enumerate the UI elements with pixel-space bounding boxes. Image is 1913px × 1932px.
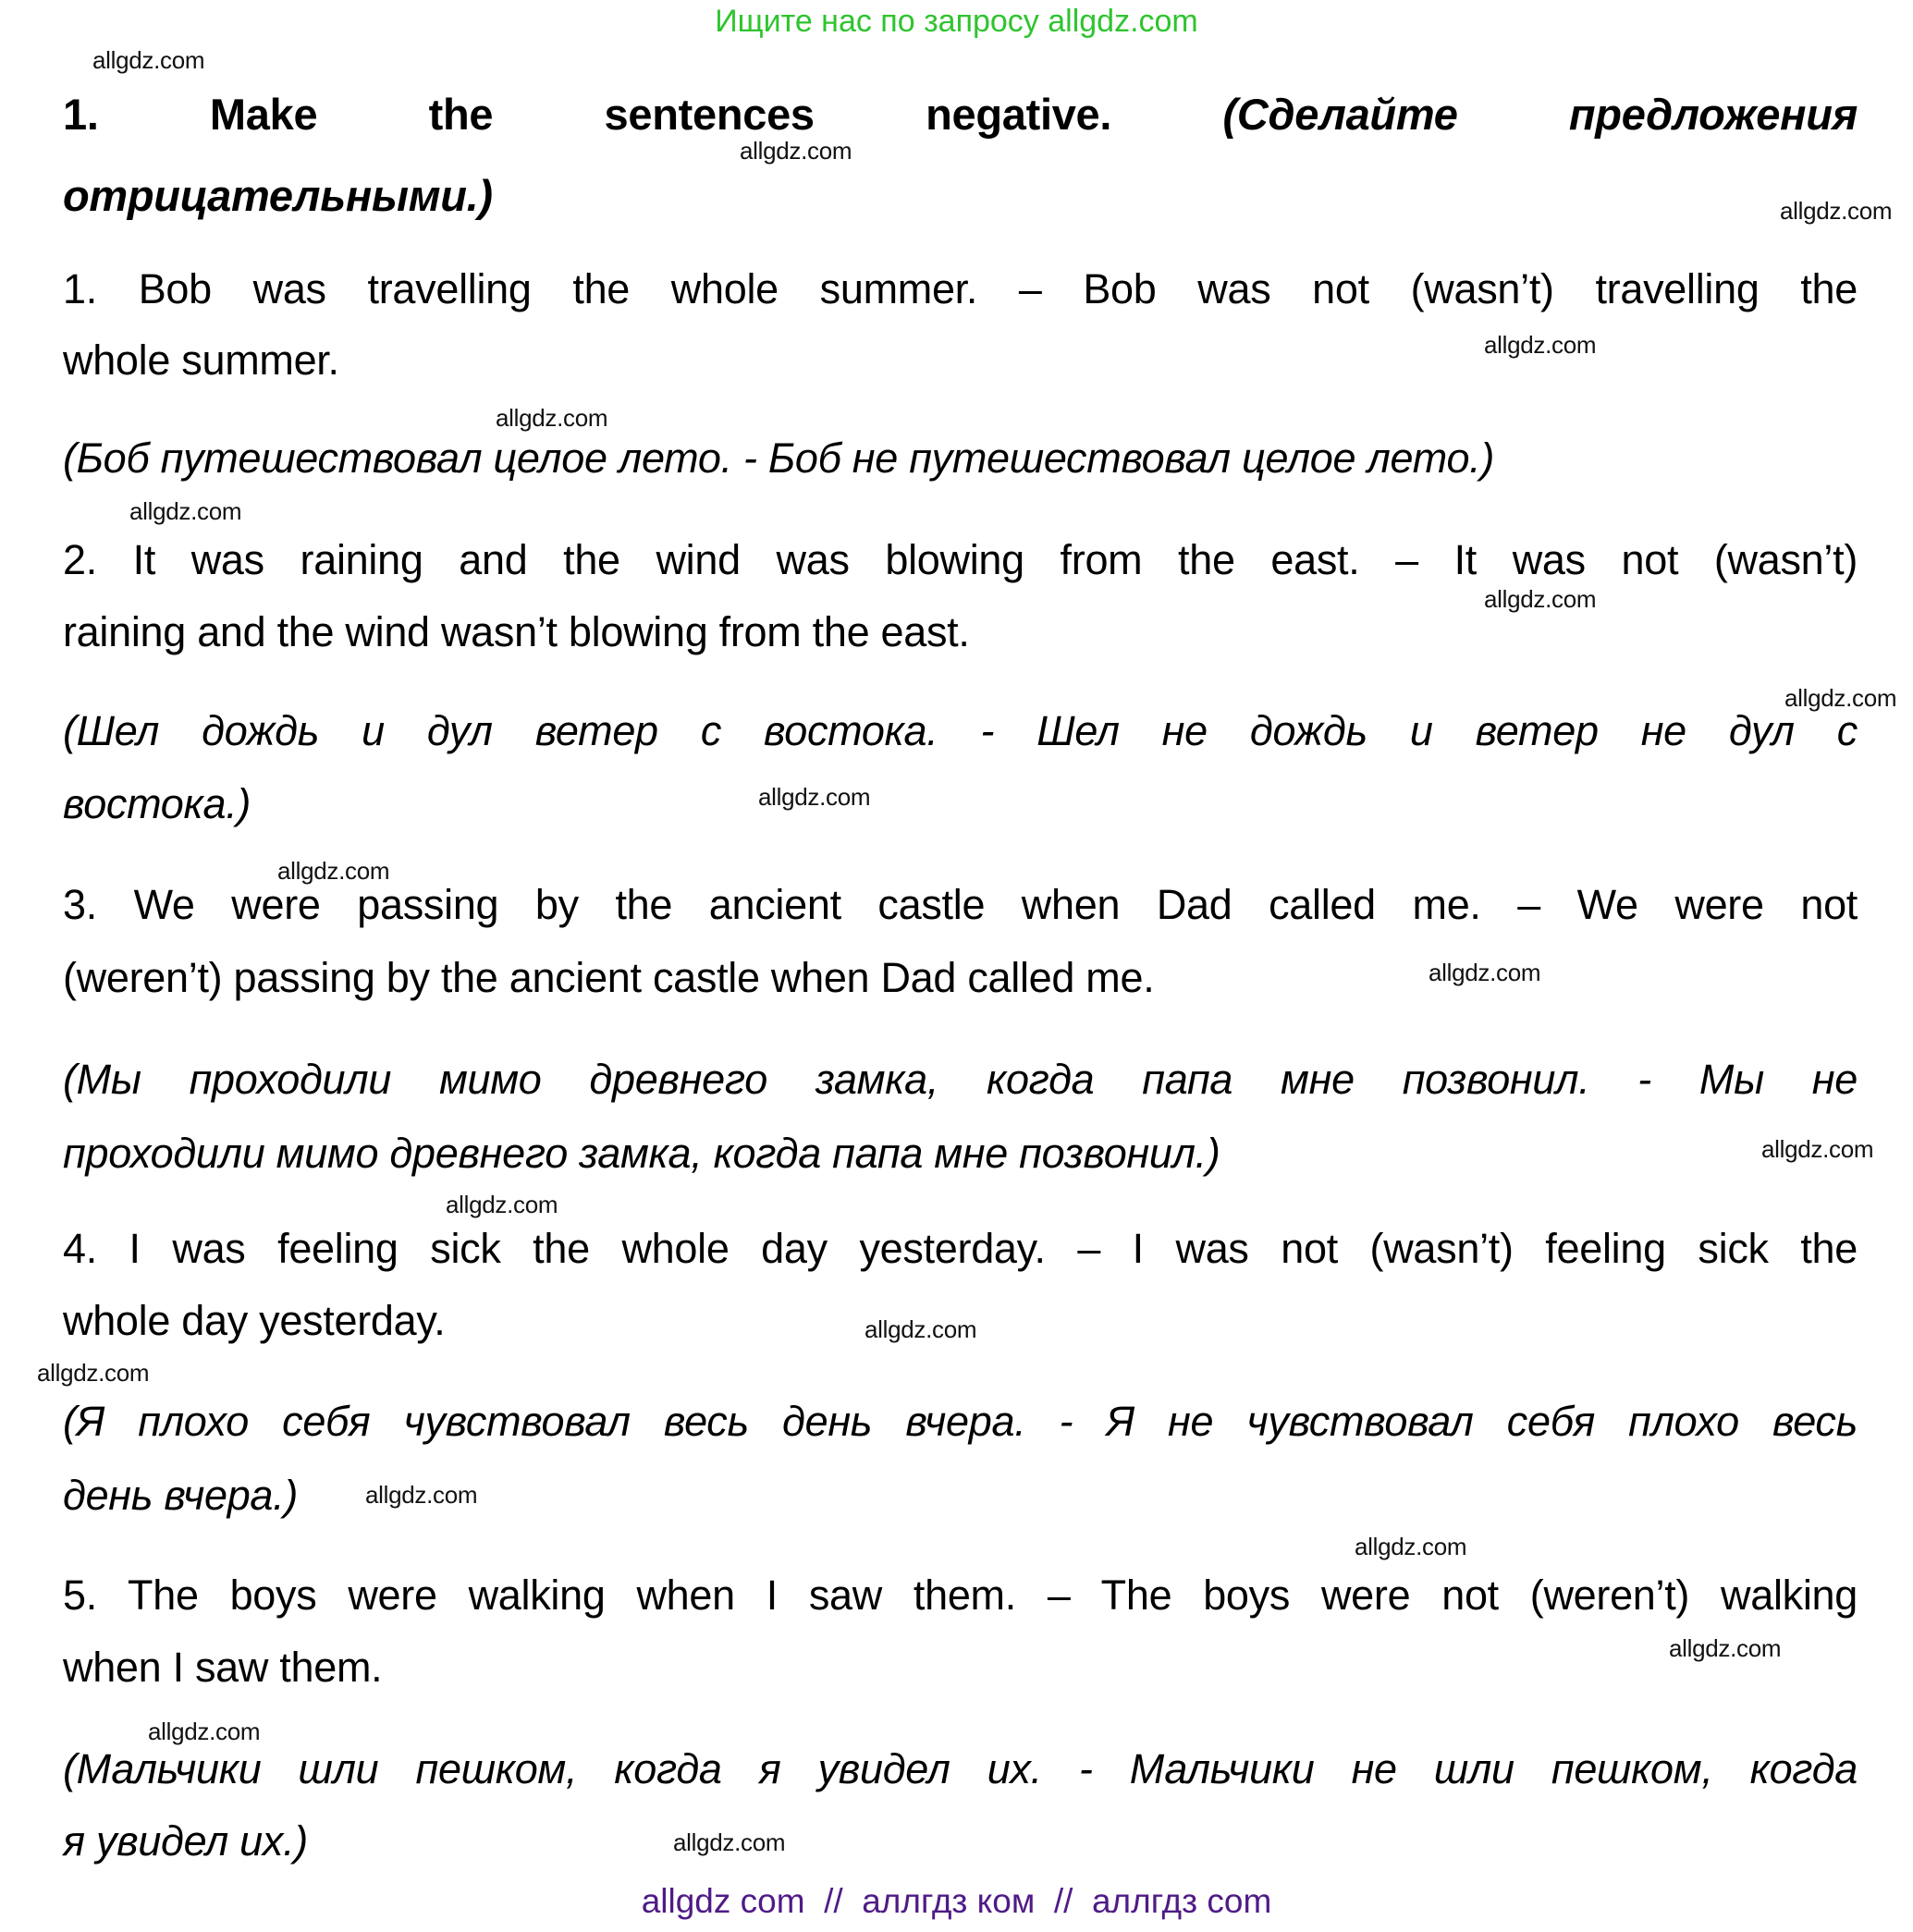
watermark: allgdz.com [1784, 684, 1897, 712]
watermark: allgdz.com [740, 137, 852, 165]
translation-ru-line: проходили мимо древнего замка, когда папа мне позвонил.) [63, 1130, 1220, 1177]
answer-en-line: 2. It was raining and the wind was blowing from the east. – It was not (wasn’t) [63, 536, 1858, 583]
watermark: allgdz.com [1669, 1634, 1782, 1662]
answer-en-line: whole summer. [63, 336, 339, 384]
watermark: allgdz.com [148, 1718, 261, 1745]
exercise-title-en: 1. Make the sentences negative. [63, 90, 1112, 139]
translation-ru-line: я увидел их.) [63, 1817, 308, 1865]
watermark: allgdz.com [1484, 585, 1597, 613]
translation-ru-line: (Шел дождь и дул ветер с востока. - Шел не дождь и ветер не дул с [63, 707, 1858, 754]
promo-banner: Ищите нас по запросу allgdz.com [715, 4, 1198, 39]
watermark: allgdz.com [1761, 1135, 1874, 1163]
answer-en-line: 1. Bob was travelling the whole summer. – Bob was not (wasn’t) travelling the [63, 265, 1858, 312]
watermark: allgdz.com [129, 497, 242, 525]
answer-en-line: whole day yesterday. [63, 1297, 446, 1344]
translation-ru-line: (Мальчики шли пешком, когда я увидел их. - Мальчики не шли пешком, когда [63, 1745, 1858, 1792]
watermark: allgdz.com [92, 46, 205, 74]
translation-ru-line: востока.) [63, 780, 251, 827]
answer-en-line: 4. I was feeling sick the whole day yesterday. – I was not (wasn’t) feeling sick the [63, 1225, 1858, 1272]
answer-en-line: when I saw them. [63, 1644, 383, 1691]
translation-ru-line: (Боб путешествовал целое лето. - Боб не путешествовал целое лето.) [63, 434, 1495, 482]
watermark: allgdz.com [758, 783, 871, 811]
watermark: allgdz.com [1355, 1533, 1467, 1560]
exercise-title-line1 [63, 88, 1858, 142]
translation-ru-line: день вчера.) [63, 1472, 299, 1519]
watermark: allgdz.com [865, 1315, 977, 1343]
answer-en-line: 3. We were passing by the ancient castle when Dad called me. – We were not [63, 881, 1858, 928]
translation-ru-line: (Я плохо себя чувствовал весь день вчера. - Я не чувствовал себя плохо весь [63, 1398, 1858, 1445]
watermark: allgdz.com [446, 1191, 558, 1218]
watermark: allgdz.com [1429, 959, 1541, 986]
watermark: allgdz.com [365, 1481, 478, 1509]
exercise-title-line2: отрицательными.) [63, 171, 493, 220]
answer-en-line: (weren’t) passing by the ancient castle when Dad called me. [63, 954, 1155, 1001]
footer-links: allgdz com // аллгдз ком // аллгдз com [641, 1882, 1272, 1920]
answer-en-line: raining and the wind wasn’t blowing from the east. [63, 608, 970, 655]
watermark: allgdz.com [277, 857, 390, 885]
answer-en-line: 5. The boys were walking when I saw them. – The boys were not (weren’t) walking [63, 1571, 1858, 1619]
watermark: allgdz.com [1780, 197, 1893, 225]
translation-ru-line: (Мы проходили мимо древнего замка, когда папа мне позвонил. - Мы не [63, 1056, 1858, 1103]
watermark: allgdz.com [1484, 331, 1597, 359]
exercise-title-ru-start: (Сделайте предложения [1222, 90, 1858, 139]
watermark: allgdz.com [496, 404, 608, 432]
watermark: allgdz.com [673, 1828, 786, 1856]
watermark: allgdz.com [37, 1359, 150, 1387]
